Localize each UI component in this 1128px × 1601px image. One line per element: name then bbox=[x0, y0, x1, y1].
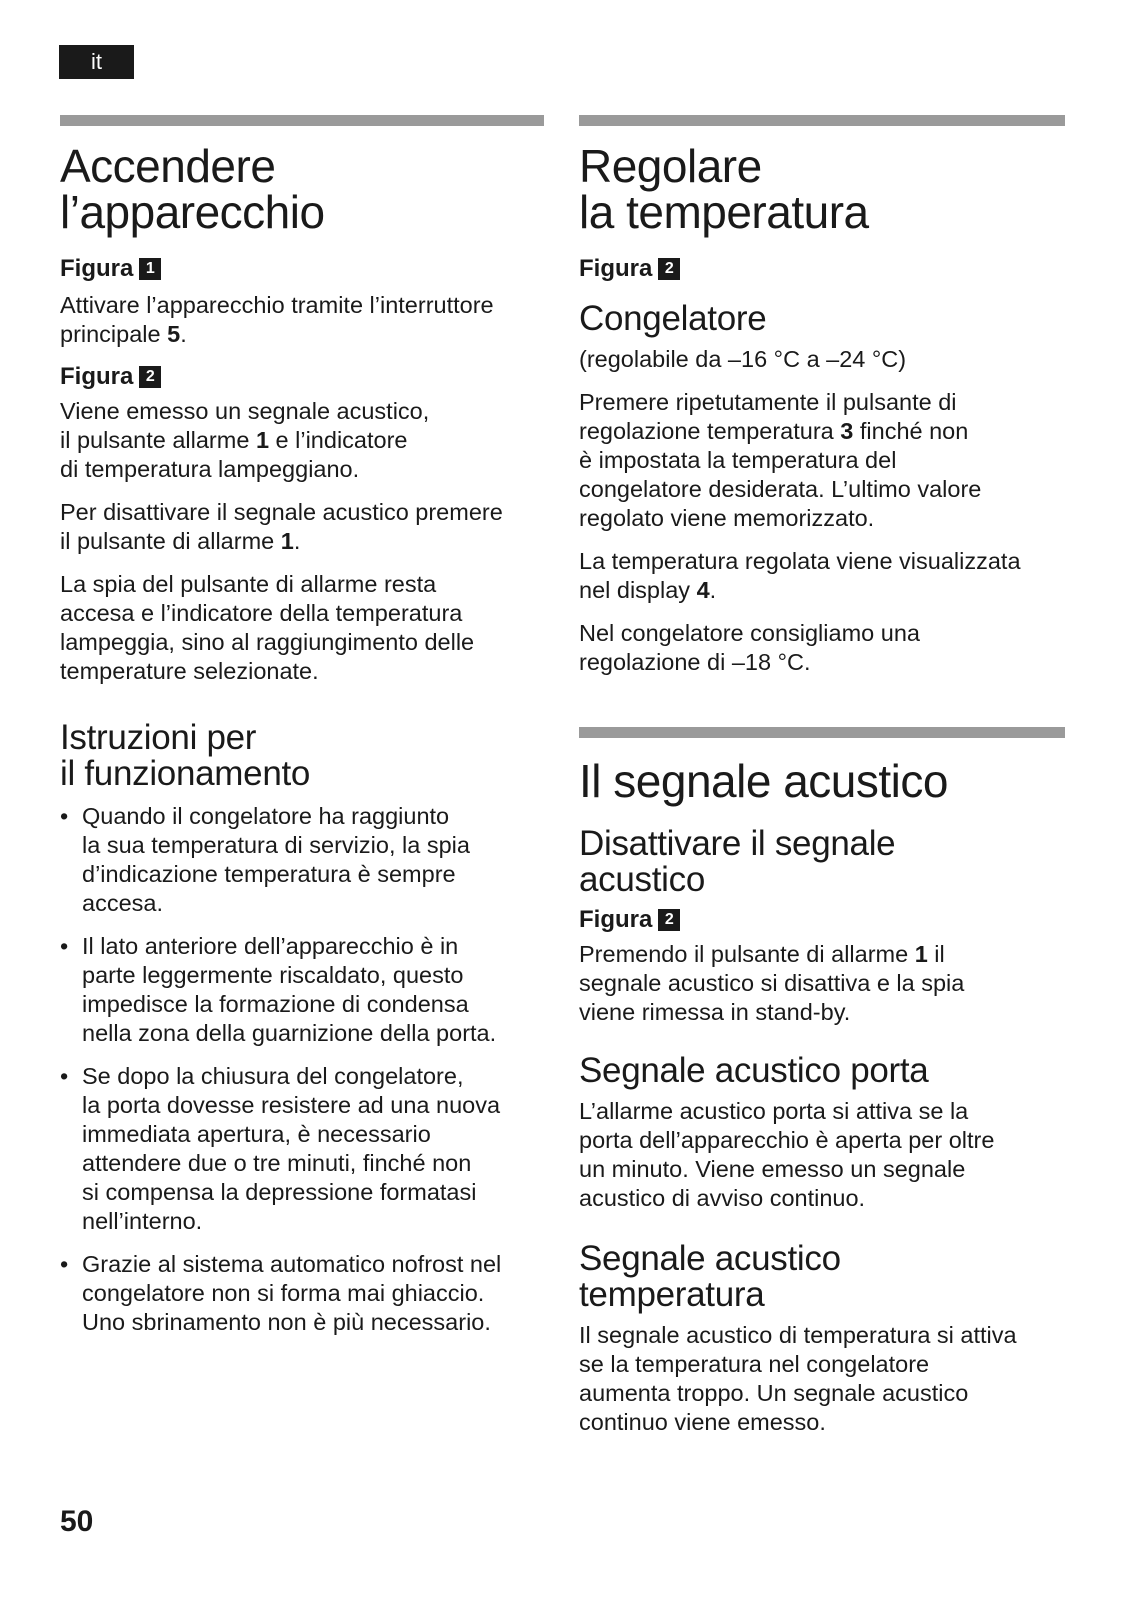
list-item: • Il lato anteriore dell’apparecchio è in parte leggermente riscaldato, questo impedisce la formazione di condensa nella zona della guarnizione della porta. bbox=[60, 932, 544, 1048]
congelatore-title: Congelatore bbox=[579, 299, 767, 338]
accendere-paragraph-2: Viene emesso un segnale acustico, il pulsante allarme 1 e l’indicatore di temperatura lampeggiano. bbox=[60, 398, 430, 482]
temperatura-paragraph: Il segnale acustico di temperatura si attiva se la temperatura nel congelatore aumenta troppo. Un segnale acustico continuo viene emesso. bbox=[579, 1322, 1017, 1435]
figure-ref-2: Figura 2 bbox=[579, 255, 1065, 283]
figure-number-badge: 2 bbox=[139, 366, 161, 388]
istruzioni-title: Istruzioni per il funzionamento bbox=[60, 718, 311, 793]
figure-number-badge: 2 bbox=[658, 258, 680, 280]
figure-ref-2: Figura 2 bbox=[579, 906, 1065, 934]
section-rule bbox=[60, 115, 544, 126]
page-number: 50 bbox=[60, 1505, 94, 1538]
regolare-paragraph-1: Premere ripetutamente il pulsante di regolazione temperatura 3 finché non è impostata la temperatura del congelatore desiderata. L’ultimo valore regolato viene memorizzato. bbox=[579, 389, 982, 531]
right-column bbox=[579, 115, 1065, 1437]
porta-paragraph: L’allarme acustico porta si attiva se la porta dell’apparecchio è aperta per oltre un minuto. Viene emesso un segnale acustico di avviso continuo. bbox=[579, 1098, 995, 1211]
accendere-paragraph-1: Attivare l’apparecchio tramite l’interruttore principale 5. bbox=[60, 292, 494, 347]
figure-number-badge: 1 bbox=[139, 258, 161, 280]
accendere-title: Accendere l’apparecchio bbox=[60, 140, 325, 238]
disattivare-paragraph: Premendo il pulsante di allarme 1 il segnale acustico si disattiva e la spia viene rimessa in stand-by. bbox=[579, 941, 965, 1025]
figure-ref-1: Figura 1 bbox=[60, 255, 544, 283]
regolare-title: Regolare la temperatura bbox=[579, 140, 869, 238]
figure-ref-2: Figura 2 bbox=[60, 363, 544, 391]
regolare-paragraph-2: La temperatura regolata viene visualizzata nel display 4. bbox=[579, 548, 1021, 603]
list-item: • Se dopo la chiusura del congelatore, la porta dovesse resistere ad una nuova immediata apertura, è necessario attendere due o tre minuti, finché non si compensa la depressione formatasi nell’interno. bbox=[60, 1062, 544, 1236]
disattivare-title: Disattivare il segnale acustico bbox=[579, 824, 896, 899]
section-rule bbox=[579, 115, 1065, 126]
language-tag: it bbox=[59, 45, 134, 79]
porta-title: Segnale acustico porta bbox=[579, 1051, 929, 1090]
istruzioni-list bbox=[60, 802, 544, 1337]
section-rule bbox=[579, 727, 1065, 738]
accendere-paragraph-4: La spia del pulsante di allarme resta accesa e l’indicatore della temperatura lampeggia, sino al raggiungimento delle temperature selezionate. bbox=[60, 571, 475, 684]
list-item: • Grazie al sistema automatico nofrost nel congelatore non si forma mai ghiaccio. Uno sbrinamento non è più necessario. bbox=[60, 1250, 544, 1337]
list-item: • Quando il congelatore ha raggiunto la sua temperatura di servizio, la spia d’indicazione temperatura è sempre accesa. bbox=[60, 802, 544, 918]
segnale-title: Il segnale acustico bbox=[579, 755, 948, 807]
left-column bbox=[60, 115, 544, 1337]
temperature-range: (regolabile da –16 °C a –24 °C) bbox=[579, 346, 907, 372]
figure-number-badge: 2 bbox=[658, 909, 680, 931]
accendere-paragraph-3: Per disattivare il segnale acustico premere il pulsante di allarme 1. bbox=[60, 499, 503, 554]
regolare-paragraph-3: Nel congelatore consigliamo una regolazione di –18 °C. bbox=[579, 620, 920, 675]
temperatura-title: Segnale acustico temperatura bbox=[579, 1239, 841, 1314]
